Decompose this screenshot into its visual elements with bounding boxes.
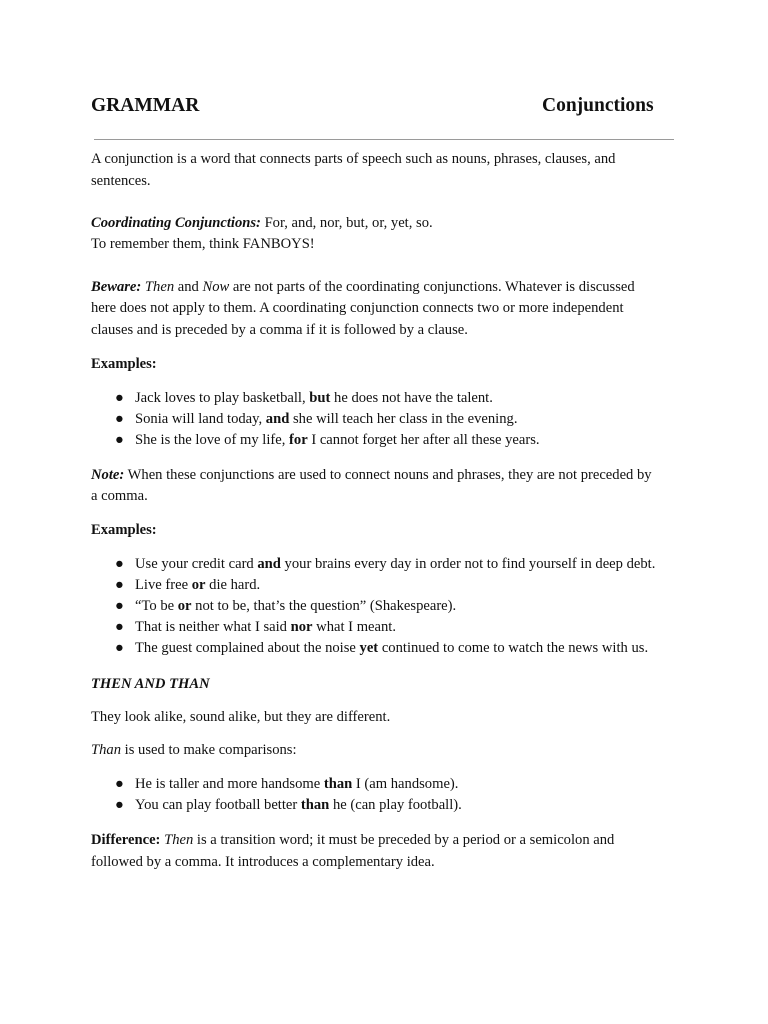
note-label: Note: [91,467,125,483]
examples-list-1 [91,388,540,451]
bullet-icon: ● [115,432,124,448]
bullet-icon: ● [115,640,124,656]
then-than-heading: THEN AND THAN [91,676,210,692]
beware-line-2: here does not apply to them. A coordinating conjunction connects two or more independent [91,300,624,316]
bullet-icon: ● [115,411,124,427]
than-word: Than [91,742,122,758]
bullet-icon: ● [115,776,124,792]
list-item: ● You can play football better than he (can play football). [91,795,462,816]
list-item: ● The guest complained about the noise yet continued to come to watch the news with us. [91,638,655,659]
than-examples-list [91,774,462,816]
list-item: ● That is neither what I said nor what I meant. [91,617,655,638]
list-item: ● She is the love of my life, for I cannot forget her after all these years. [91,430,540,451]
list-item: ● Live free or die hard. [91,575,655,596]
note-line-2: a comma. [91,488,148,504]
coordinating-list: For, and, nor, but, or, yet, so. [260,215,433,231]
coordinating-line [91,213,433,234]
note-line-1: Note: When these conjunctions are used to connect nouns and phrases, they are not preceded by [91,467,652,483]
difference-line-1: Difference: Then is a transition word; it must be preceded by a period or a semicolon and [91,832,615,848]
difference-line-2: followed by a comma. It introduces a complementary idea. [91,854,435,870]
list-item: ● Jack loves to play basketball, but he does not have the talent. [91,388,540,409]
list-item: ● Sonia will land today, and she will teach her class in the evening. [91,409,540,430]
beware-now: Now [202,279,230,295]
bullet-icon: ● [115,619,124,635]
bullet-icon: ● [115,556,124,572]
fanboys-line: To remember them, think FANBOYS! [91,236,315,252]
bullet-icon: ● [115,797,124,813]
beware-line-3: clauses and is preceded by a comma if it is followed by a clause. [91,322,468,338]
bullet-icon: ● [115,598,124,614]
bullet-icon: ● [115,577,124,593]
coordinating-label: Coordinating Conjunctions: [91,215,261,231]
difference-label: Difference: [91,832,161,848]
bullet-icon: ● [115,390,124,406]
list-item: ● “To be or not to be, that’s the question” (Shakespeare). [91,596,655,617]
difference-then-word: Then [164,832,194,848]
intro-line-2: sentences. [91,173,151,189]
header-topic: Conjunctions [542,95,654,116]
header-subject: GRAMMAR [91,95,200,116]
list-item: ● He is taller and more handsome than I (am handsome). [91,774,462,795]
beware-then: Then [144,279,175,295]
examples-list-2 [91,554,655,659]
intro-line-1: A conjunction is a word that connects parts of speech such as nouns, phrases, clauses, and [91,151,616,167]
list-item: ● Use your credit card and your brains every day in order not to find yourself in deep debt. [91,554,655,575]
than-comparison-line: Than is used to make comparisons: [91,742,297,758]
beware-line-1: Beware: Then and Now are not parts of the coordinating conjunctions. Whatever is discussed [91,279,635,295]
header-divider [94,139,674,140]
examples-heading-2: Examples: [91,522,157,538]
examples-heading-1: Examples: [91,356,157,372]
beware-label: Beware: [91,279,142,295]
then-than-line-1: They look alike, sound alike, but they are different. [91,709,391,725]
